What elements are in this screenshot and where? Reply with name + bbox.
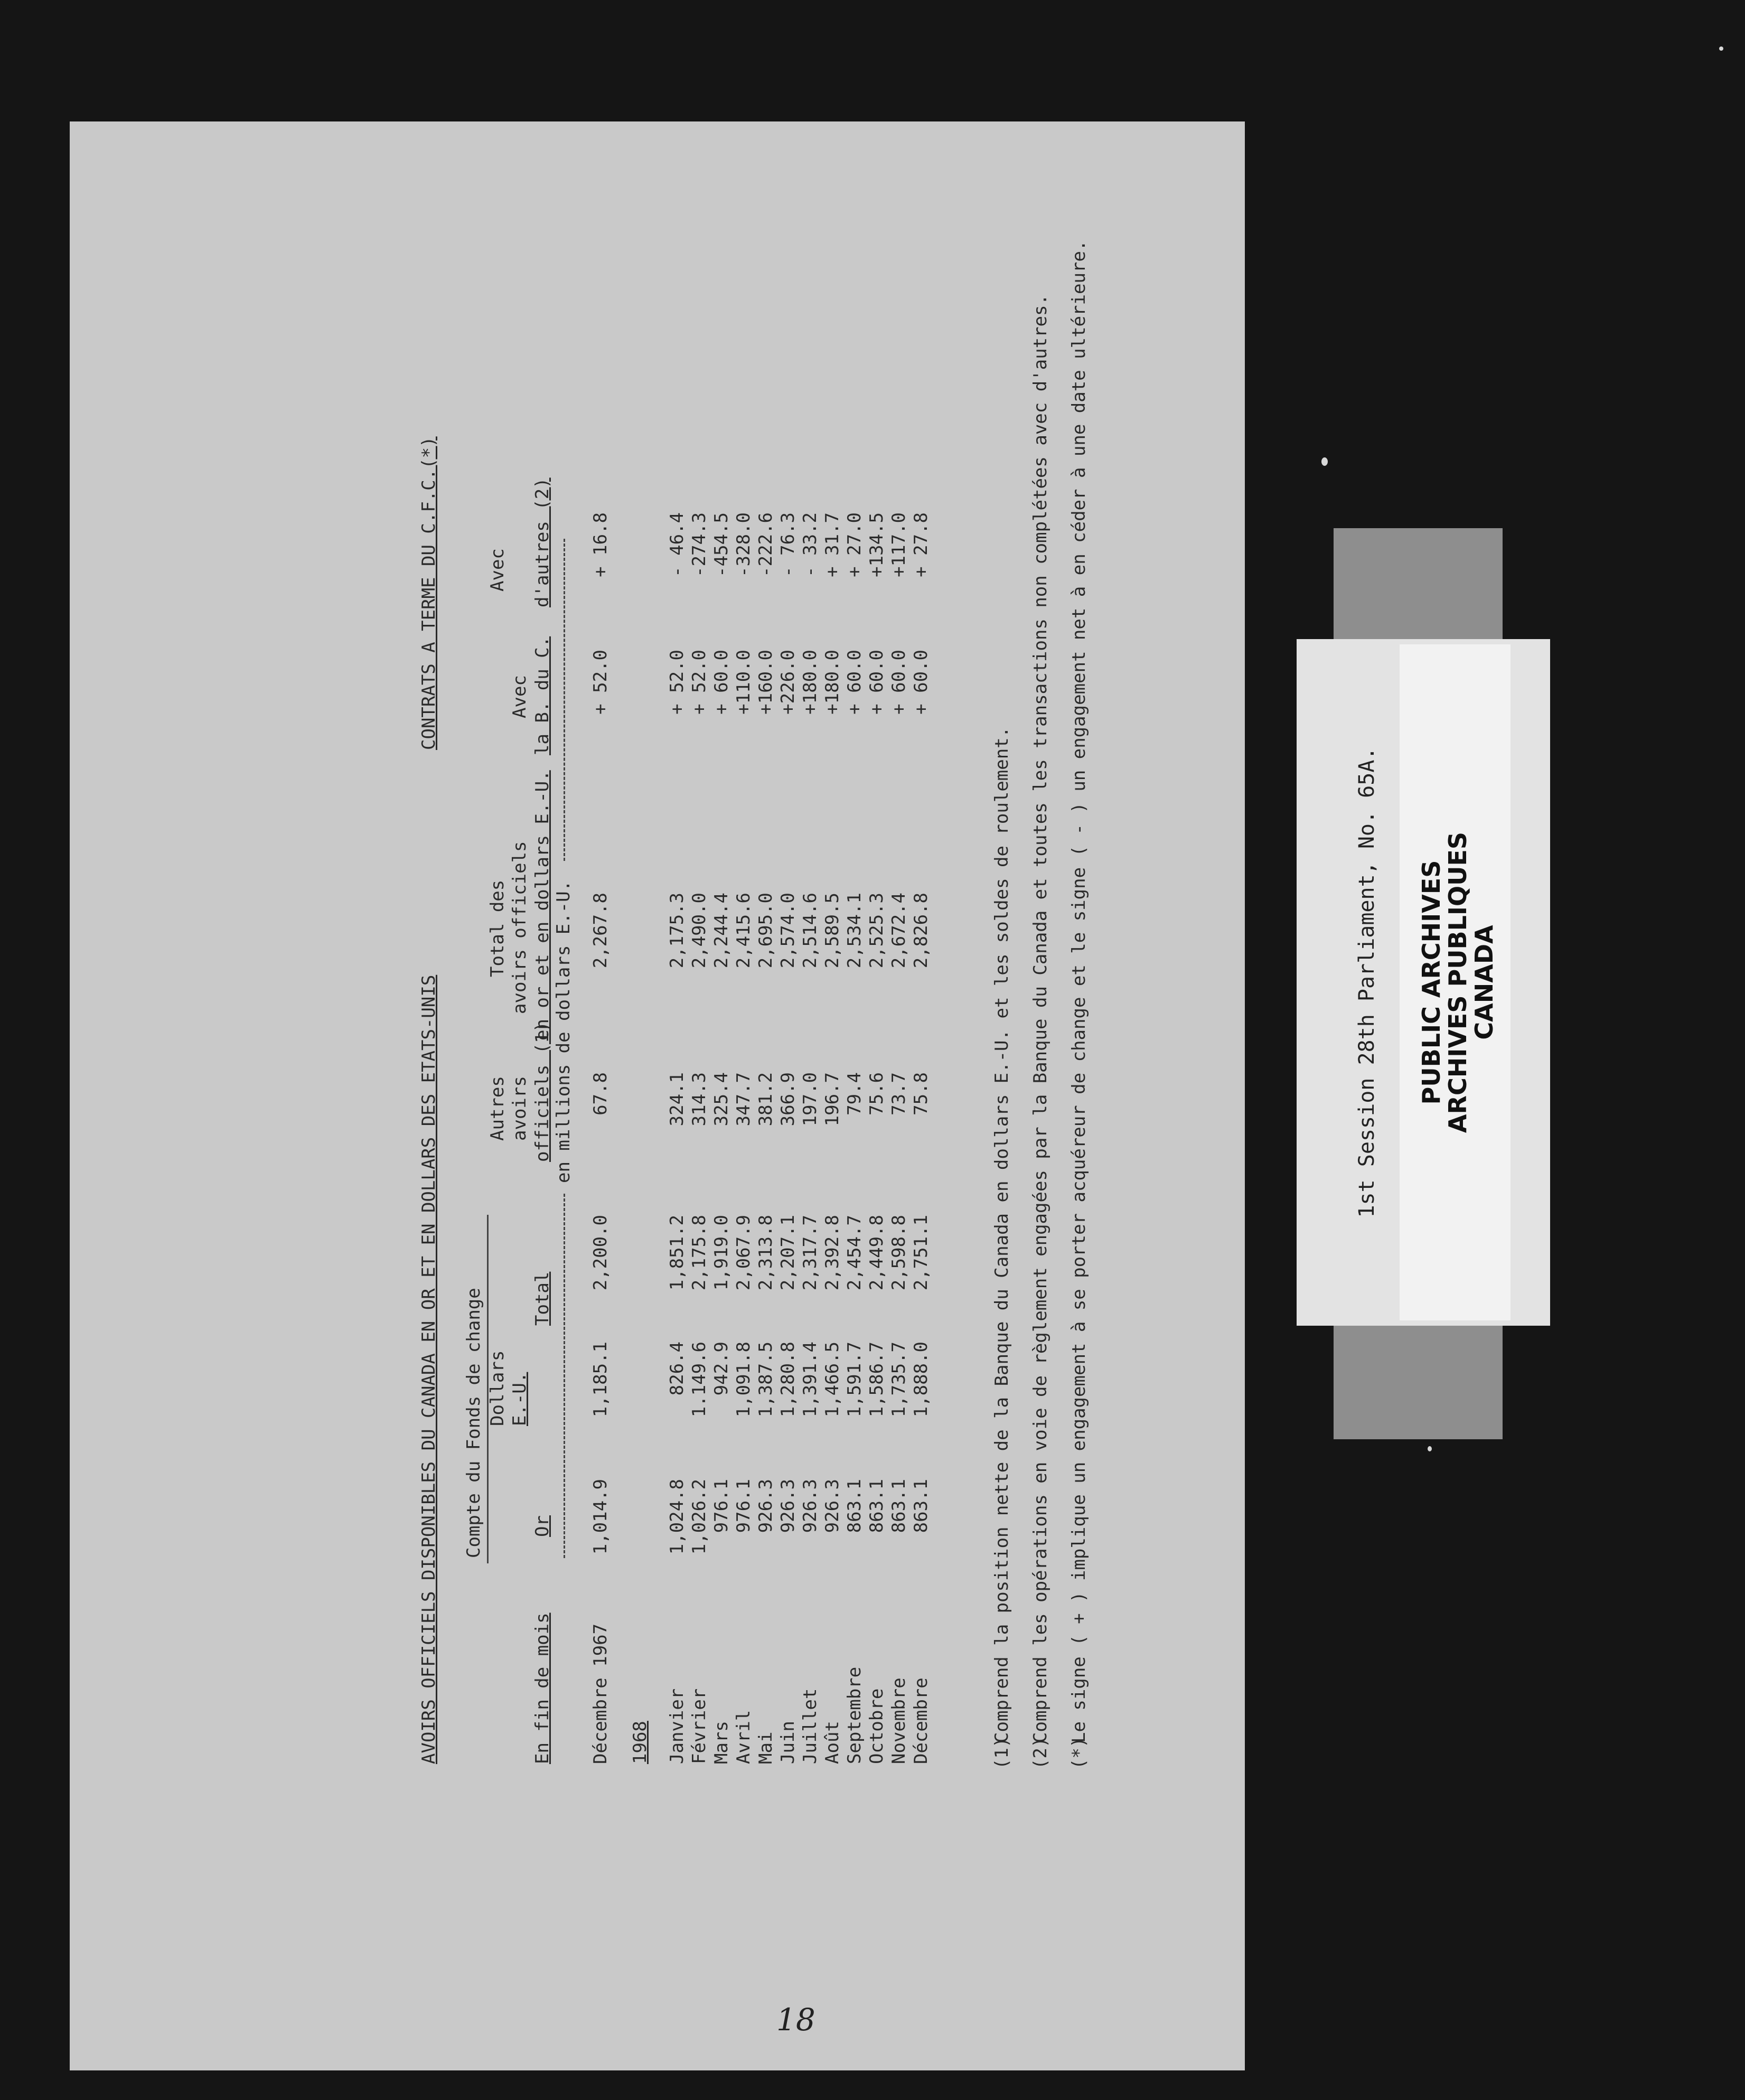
cell-or: 1,026.2 xyxy=(689,1479,710,1555)
cell-or: 926.3 xyxy=(822,1479,843,1533)
header-avec-bc-1: Avec xyxy=(509,675,530,718)
cell-total-des: 2,525.3 xyxy=(866,893,887,969)
header-autres-2: avoirs xyxy=(509,1076,530,1141)
cell-total-des: 2,826.8 xyxy=(911,893,932,969)
cell-total-des: 2,415.6 xyxy=(733,893,754,969)
cell-total: 2,317.7 xyxy=(800,1215,821,1291)
cell-avec-autres: -274.3 xyxy=(689,512,710,577)
footnote-text: Comprend les opérations en voie de règlement engagées par la Banque du Canada et toutes les transactions non complétées avec d'autres. xyxy=(1030,294,1051,1743)
cell-dollars: 1,091.8 xyxy=(733,1342,754,1418)
footnote xyxy=(991,726,1012,1769)
table-row xyxy=(733,121,755,2070)
cell-dollars: 1.149.6 xyxy=(689,1342,710,1418)
cell-dollars: 1,735.7 xyxy=(888,1342,909,1418)
cell-autres: 75.6 xyxy=(866,1072,887,1115)
header-total-des-2: avoirs officiels xyxy=(509,841,530,1014)
cell-or: 863.1 xyxy=(844,1479,865,1533)
cell-avec-bc: +110.0 xyxy=(733,650,754,715)
header-dollars-1: Dollars xyxy=(487,1350,508,1426)
cell-month: Mars xyxy=(711,1721,732,1764)
cell-or: 976.1 xyxy=(733,1479,754,1533)
units-label: en millions de dollars E.-U. xyxy=(553,880,574,1183)
footnote-marker: (2) xyxy=(1030,1737,1051,1769)
cell-avec-bc: + 60.0 xyxy=(866,650,887,715)
cell-avec-bc: + 52.0 xyxy=(667,650,688,715)
document-content xyxy=(70,121,1245,2070)
footnote-text: Comprend la position nette de la Banque du Canada en dollars E.-U. et les soldes de roulement. xyxy=(991,726,1012,1743)
cell-avec-autres: + 27.8 xyxy=(911,512,932,577)
cell-dollars: 942.9 xyxy=(711,1342,732,1396)
cell-month: Juillet xyxy=(800,1688,821,1764)
session-reference: 1st Session 28th Parliament, No. 65A. xyxy=(1355,747,1379,1218)
cell-avec-bc: + 60.0 xyxy=(844,650,865,715)
cell-total: 2,200.0 xyxy=(590,1215,611,1291)
footnote xyxy=(1068,240,1090,1769)
cell-month: Septembre xyxy=(844,1666,865,1764)
cell-total: 1,919.0 xyxy=(711,1215,732,1291)
table-row xyxy=(667,121,689,2070)
header-dollars-2: E.-U. xyxy=(509,1372,530,1426)
cell-dollars: 1,280.8 xyxy=(777,1342,799,1418)
table-row xyxy=(590,121,612,2070)
header-total-des-1: Total des xyxy=(487,879,508,977)
table-row xyxy=(844,121,866,2070)
cell-total-des: 2,514.6 xyxy=(800,893,821,969)
cell-or: 1,014.9 xyxy=(590,1479,611,1555)
archives-line-2: ARCHIVES PUBLIQUES xyxy=(1443,831,1472,1133)
cell-avec-autres: -328.0 xyxy=(733,512,754,577)
cell-avec-autres: + 31.7 xyxy=(822,512,843,577)
header-autres-3: officiels (1) xyxy=(532,1021,553,1162)
cell-autres: 67.8 xyxy=(590,1072,611,1115)
table-row xyxy=(800,121,822,2070)
header-autres-1: Autres xyxy=(487,1076,508,1141)
cell-month: Novembre xyxy=(888,1677,909,1764)
units-rule-left xyxy=(564,1194,565,1558)
cell-total: 2,175.8 xyxy=(689,1215,710,1291)
cell-avec-bc: +180.0 xyxy=(822,650,843,715)
cell-or: 926.3 xyxy=(777,1479,799,1533)
cell-month: Décembre 1967 xyxy=(590,1623,611,1764)
cell-avec-autres: +134.5 xyxy=(866,512,887,577)
footnote-marker: (*) xyxy=(1068,1737,1090,1769)
cell-autres: 314.3 xyxy=(689,1072,710,1127)
cell-avec-bc: + 60.0 xyxy=(711,650,732,715)
cell-or: 976.1 xyxy=(711,1479,732,1533)
cell-avec-bc: +180.0 xyxy=(800,650,821,715)
cell-total-des: 2,490.0 xyxy=(689,893,710,969)
cell-autres: 75.8 xyxy=(911,1072,932,1115)
cell-total-des: 2,574.0 xyxy=(777,893,799,969)
cell-avec-autres: + 27.0 xyxy=(844,512,865,577)
table-title-contracts: CONTRATS A TERME DU C.F.C.(*) xyxy=(418,436,439,750)
cell-autres: 381.2 xyxy=(755,1072,776,1127)
cell-dollars: 826.4 xyxy=(667,1342,688,1396)
header-avec-autres-1: Avec xyxy=(487,548,508,592)
table-row xyxy=(822,121,844,2070)
cell-avec-bc: + 52.0 xyxy=(689,650,710,715)
cell-avec-bc: + 52.0 xyxy=(590,650,611,715)
table-row xyxy=(755,121,777,2070)
cell-autres: 73.7 xyxy=(888,1072,909,1115)
cell-or: 1,024.8 xyxy=(667,1479,688,1555)
cell-total-des: 2,175.3 xyxy=(667,893,688,969)
cell-month: Mai xyxy=(755,1731,776,1764)
cell-dollars: 1,387.5 xyxy=(755,1342,776,1418)
cell-total: 2,454.7 xyxy=(844,1215,865,1291)
cell-autres: 197.0 xyxy=(800,1072,821,1127)
cell-or: 863.1 xyxy=(866,1479,887,1533)
archives-stamp xyxy=(1418,639,1497,1326)
cell-or: 926.3 xyxy=(755,1479,776,1533)
cell-or: 863.1 xyxy=(888,1479,909,1533)
cell-autres: 196.7 xyxy=(822,1072,843,1127)
cell-dollars: 1,586.7 xyxy=(866,1342,887,1418)
cell-dollars: 1,466.5 xyxy=(822,1342,843,1418)
cell-total: 2,449.8 xyxy=(866,1215,887,1291)
table-row xyxy=(777,121,800,2070)
cell-month: Juin xyxy=(777,1721,799,1764)
cell-autres: 325.4 xyxy=(711,1072,732,1127)
header-month: En fin de mois xyxy=(532,1612,553,1764)
dust-speck xyxy=(1428,1446,1432,1451)
cell-dollars: 1,185.1 xyxy=(590,1342,611,1418)
cell-avec-bc: +160.0 xyxy=(755,650,776,715)
cell-autres: 366.9 xyxy=(777,1072,799,1127)
dust-speck xyxy=(1321,457,1328,466)
cell-total-des: 2,695.0 xyxy=(755,893,776,969)
header-avec-autres-2: d'autres (2) xyxy=(532,477,553,607)
table-row xyxy=(888,121,911,2070)
cell-total-des: 2,244.4 xyxy=(711,893,732,969)
cell-avec-autres: + 16.8 xyxy=(590,512,611,577)
table-row xyxy=(711,121,733,2070)
table-row xyxy=(866,121,888,2070)
cell-total: 1,851.2 xyxy=(667,1215,688,1291)
cell-total: 2,067.9 xyxy=(733,1215,754,1291)
cell-dollars: 1,888.0 xyxy=(911,1342,932,1418)
archives-line-3: CANADA xyxy=(1470,925,1498,1040)
cell-autres: 324.1 xyxy=(667,1072,688,1127)
page-number: 18 xyxy=(776,2002,815,2038)
cell-dollars: 1,591.7 xyxy=(844,1342,865,1418)
header-total: Total xyxy=(532,1271,553,1326)
header-avec-bc-2: la B. du C. xyxy=(532,636,553,755)
cell-avec-autres: -454.5 xyxy=(711,512,732,577)
cell-dollars: 1,391.4 xyxy=(800,1342,821,1418)
cell-avec-autres: +117.0 xyxy=(888,512,909,577)
header-or: Or xyxy=(532,1515,553,1537)
table-row xyxy=(911,121,933,2070)
cell-total: 2,598.8 xyxy=(888,1215,909,1291)
cell-autres: 347.7 xyxy=(733,1072,754,1127)
footnote-marker: (1) xyxy=(991,1737,1012,1769)
cell-month: Janvier xyxy=(667,1688,688,1764)
cell-month: Août xyxy=(822,1721,843,1764)
cell-month: Octobre xyxy=(866,1688,887,1764)
table-title: AVOIRS OFFICIELS DISPONIBLES DU CANADA EN OR ET EN DOLLARS DES ETATS-UNIS xyxy=(418,974,439,1764)
dust-speck xyxy=(1719,46,1723,51)
footnote-text: Le signe ( + ) implique un engagement à se porter acquéreur de change et le signe ( - ) un engagement net à en céder à une date ultérieure. xyxy=(1068,240,1090,1743)
year-heading: 1968 xyxy=(630,1721,651,1764)
footnote xyxy=(1030,294,1051,1769)
archive-label-text xyxy=(1297,639,1550,1326)
cell-month: Février xyxy=(689,1688,710,1764)
cell-avec-autres: - 46.4 xyxy=(667,512,688,577)
cell-total-des: 2,589.5 xyxy=(822,893,843,969)
cell-avec-bc: + 60.0 xyxy=(888,650,909,715)
cell-total: 2,392.8 xyxy=(822,1215,843,1291)
cell-autres: 79.4 xyxy=(844,1072,865,1115)
cell-total: 2,207.1 xyxy=(777,1215,799,1291)
cell-total-des: 2,534.1 xyxy=(844,893,865,969)
cell-avec-bc: + 60.0 xyxy=(911,650,932,715)
units-rule-right xyxy=(564,539,565,861)
cell-or: 863.1 xyxy=(911,1479,932,1533)
cell-month: Décembre xyxy=(911,1677,932,1764)
header-group-fonds: Compte du Fonds de change xyxy=(463,1288,484,1558)
cell-or: 926.3 xyxy=(800,1479,821,1533)
cell-month: Avril xyxy=(733,1710,754,1764)
cell-total: 2,751.1 xyxy=(911,1215,932,1291)
archives-line-1: PUBLIC ARCHIVES xyxy=(1417,860,1446,1105)
cell-avec-bc: +226.0 xyxy=(777,650,799,715)
cell-avec-autres: - 33.2 xyxy=(800,512,821,577)
header-total-des-3: en or et en dollars E.-U. xyxy=(532,770,553,1040)
cell-total-des: 2,672.4 xyxy=(888,893,909,969)
cell-avec-autres: -222.6 xyxy=(755,512,776,577)
cell-total: 2,313.8 xyxy=(755,1215,776,1291)
cell-total-des: 2,267.8 xyxy=(590,893,611,969)
table-row xyxy=(689,121,711,2070)
cell-avec-autres: - 76.3 xyxy=(777,512,799,577)
